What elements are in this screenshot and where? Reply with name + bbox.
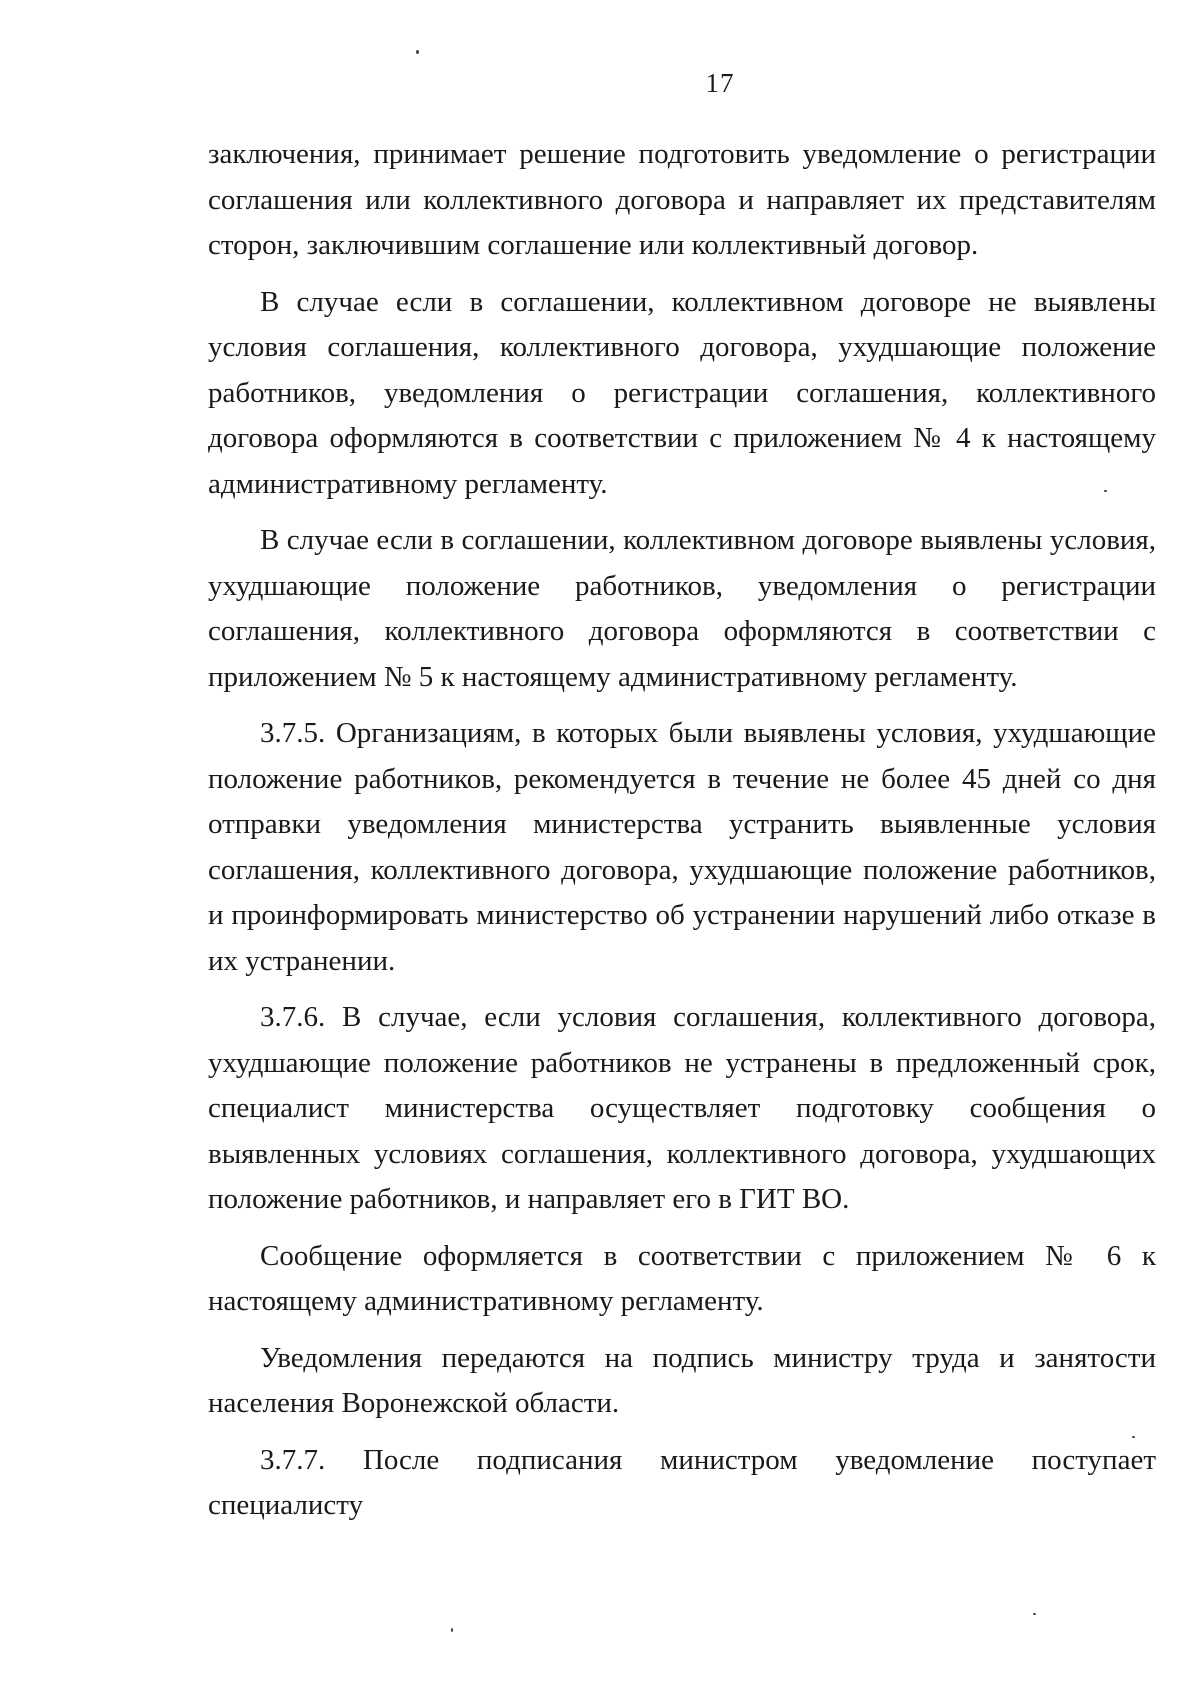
scan-speck (416, 50, 419, 54)
paragraph-3-7-6: 3.7.6. В случае, если условия соглашения, коллективного договора, ухудшающие положение работников не устранены в предложенный срок, специалист министерства осуществляет подготовку сообщения о выявленных условиях соглашения, коллективного договора, ухудшающих положение работников, и направляет его в ГИТ ВО. (208, 1001, 1156, 1215)
scan-speck (1104, 490, 1107, 492)
document-body (208, 132, 1156, 1529)
paragraph-message-form: Сообщение оформляется в соответствии с приложением № 6 к настоящему административному регламенту. (208, 1239, 1156, 1317)
paragraph-no-violations: В случае если в соглашении, коллективном договоре не выявлены условия соглашения, коллективного договора, ухудшающие положение работников, уведомления о регистрации соглашения, коллективного договора оформляются в соответствии с приложением № 4 к настоящему административному регламенту. (208, 285, 1156, 500)
paragraph-violations-found: В случае если в соглашении, коллективном договоре выявлены условия, ухудшающие положение работников, уведомления о регистрации соглашения, коллективного договора оформляются в соответствии с приложением № 5 к настоящему административному регламенту. (208, 524, 1156, 693)
scan-speck (451, 1628, 453, 1632)
scan-speck (1033, 1613, 1036, 1615)
paragraph-notification-signing: Уведомления передаются на подпись министру труда и занятости населения Воронежской области. (208, 1341, 1156, 1419)
paragraph-3-7-5: 3.7.5. Организациям, в которых были выявлены условия, ухудшающие положение работников, рекомендуется в течение не более 45 дней со дня отправки уведомления министерства устранить выявленные условия соглашения, коллективного договора, ухудшающие положение работников, и проинформировать министерство об устранении нарушений либо отказе в их устранении. (208, 717, 1156, 977)
page-number: 17 (705, 68, 735, 98)
scan-speck (1132, 1436, 1135, 1438)
paragraph-3-7-7: 3.7.7. После подписания министром уведомление поступает специалисту (208, 1443, 1156, 1521)
paragraph-continuation: заключения, принимает решение подготовить уведомление о регистрации соглашения или коллективного договора и направляет их представителям сторон, заключившим соглашение или коллективный договор. (208, 138, 1156, 261)
